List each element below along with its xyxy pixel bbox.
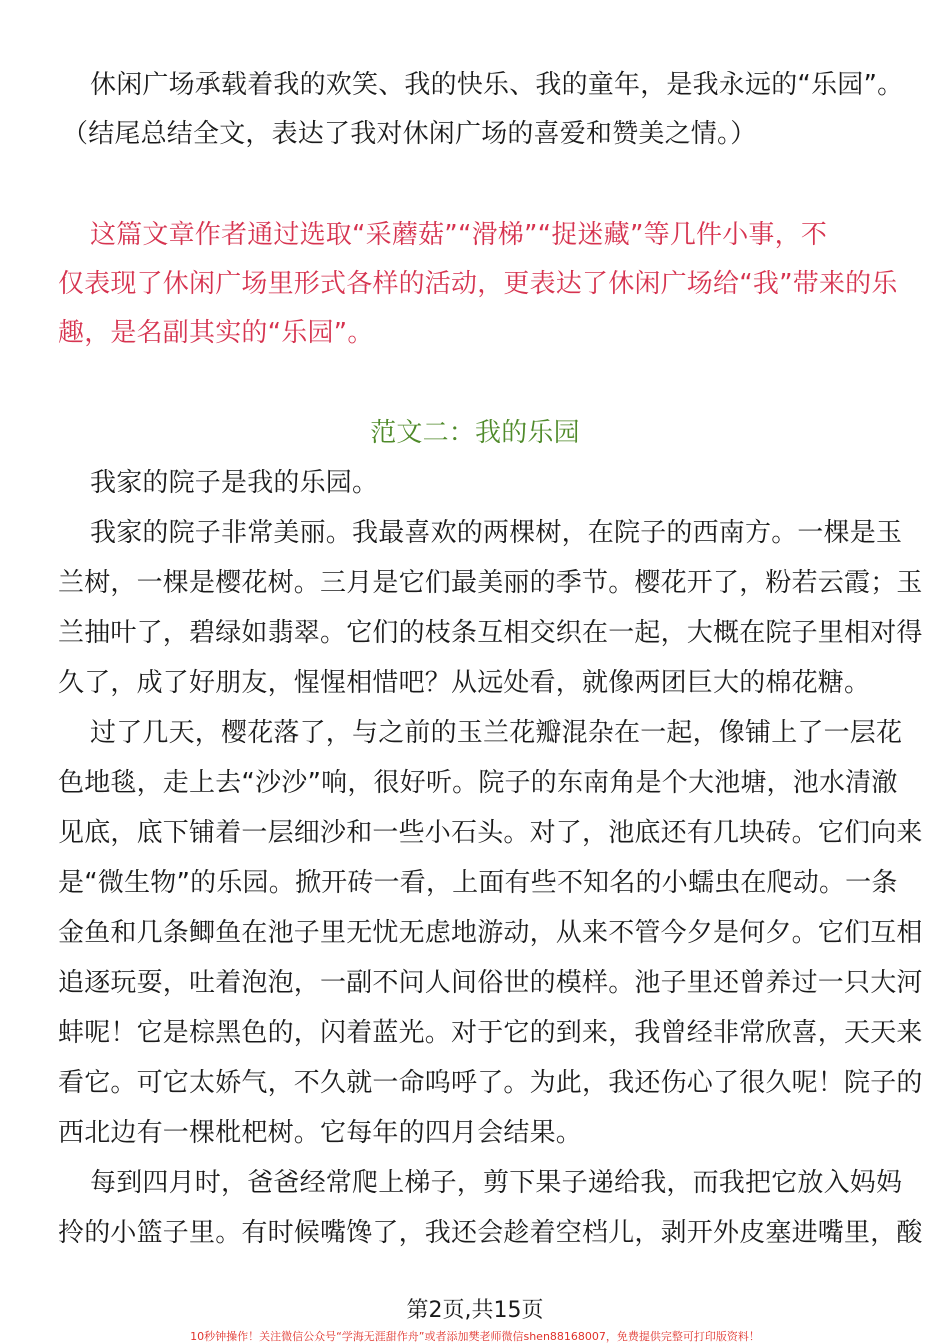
essay-line: 过了几天，樱花落了，与之前的玉兰花瓣混杂在一起，像铺上了一层花 — [90, 718, 903, 748]
essay-line: 兰抽叶了，碧绿如翡翠。它们的枝条互相交织在一起，大概在院子里相对得 — [58, 618, 923, 648]
summary-line: 趣，是名副其实的“乐园”。 — [58, 318, 374, 348]
essay-line: 我家的院子是我的乐园。 — [90, 468, 379, 498]
essay-line: 见底，底下铺着一层细沙和一些小石头。对了，池底还有几块砖。它们向来 — [58, 818, 923, 848]
essay-line: 久了，成了好朋友，惺惺相惜吧？从远处看，就像两团巨大的棉花糖。 — [58, 668, 871, 698]
essay-line: 金鱼和几条鲫鱼在池子里无忧无虑地游动，从来不管今夕是何夕。它们互相 — [58, 918, 923, 948]
essay-line: 追逐玩耍，吐着泡泡，一副不问人间俗世的模样。池子里还曾养过一只大河 — [58, 968, 923, 998]
essay-line: 兰树，一棵是樱花树。三月是它们最美丽的季节。樱花开了，粉若云霞；玉 — [58, 568, 923, 598]
essay-line: 拎的小篮子里。有时候嘴馋了，我还会趁着空档儿，剥开外皮塞进嘴里，酸 — [58, 1218, 923, 1248]
promo-banner-text: 10秒钟操作！关注微信公众号“学海无涯甜作舟”或者添加樊老师微信shen88168007，免费提供完整可打印版资料！ — [190, 1330, 760, 1343]
summary-line: 仅表现了休闲广场里形式各样的活动，更表达了休闲广场给“我”带来的乐 — [58, 269, 898, 299]
essay-line: 色地毯，走上去“沙沙”响，很好听。院子的东南角是个大池塘，池水清澈 — [58, 768, 898, 798]
essay-line: 蚌呢！它是棕黑色的，闪着蓝光。对于它的到来，我曾经非常欣喜，天天来 — [58, 1018, 923, 1048]
essay-line: 每到四月时，爸爸经常爬上梯子，剪下果子递给我，而我把它放入妈妈 — [90, 1168, 903, 1198]
intro-annotation-line: （结尾总结全文，表达了我对休闲广场的喜爱和赞美之情。） — [62, 119, 757, 149]
essay-line: 西北边有一棵枇杷树。它每年的四月会结果。 — [58, 1118, 583, 1148]
summary-line: 这篇文章作者通过选取“采蘑菇”“滑梯”“捉迷藏”等几件小事，不 — [90, 220, 828, 250]
essay-line: 看它。可它太娇气，不久就一命呜呼了。为此，我还伤心了很久呢！院子的 — [58, 1068, 923, 1098]
intro-line: 休闲广场承载着我的欢笑、我的快乐、我的童年，是我永远的“乐园”。 — [90, 70, 904, 100]
essay-line: 我家的院子非常美丽。我最喜欢的两棵树，在院子的西南方。一棵是玉 — [90, 518, 903, 548]
page-number: 第2页,共15页 — [406, 1298, 544, 1323]
essay-line: 是“微生物”的乐园。掀开砖一看，上面有些不知名的小蠕虫在爬动。一条 — [58, 868, 898, 898]
essay-title: 范文二：我的乐园 — [370, 418, 580, 448]
